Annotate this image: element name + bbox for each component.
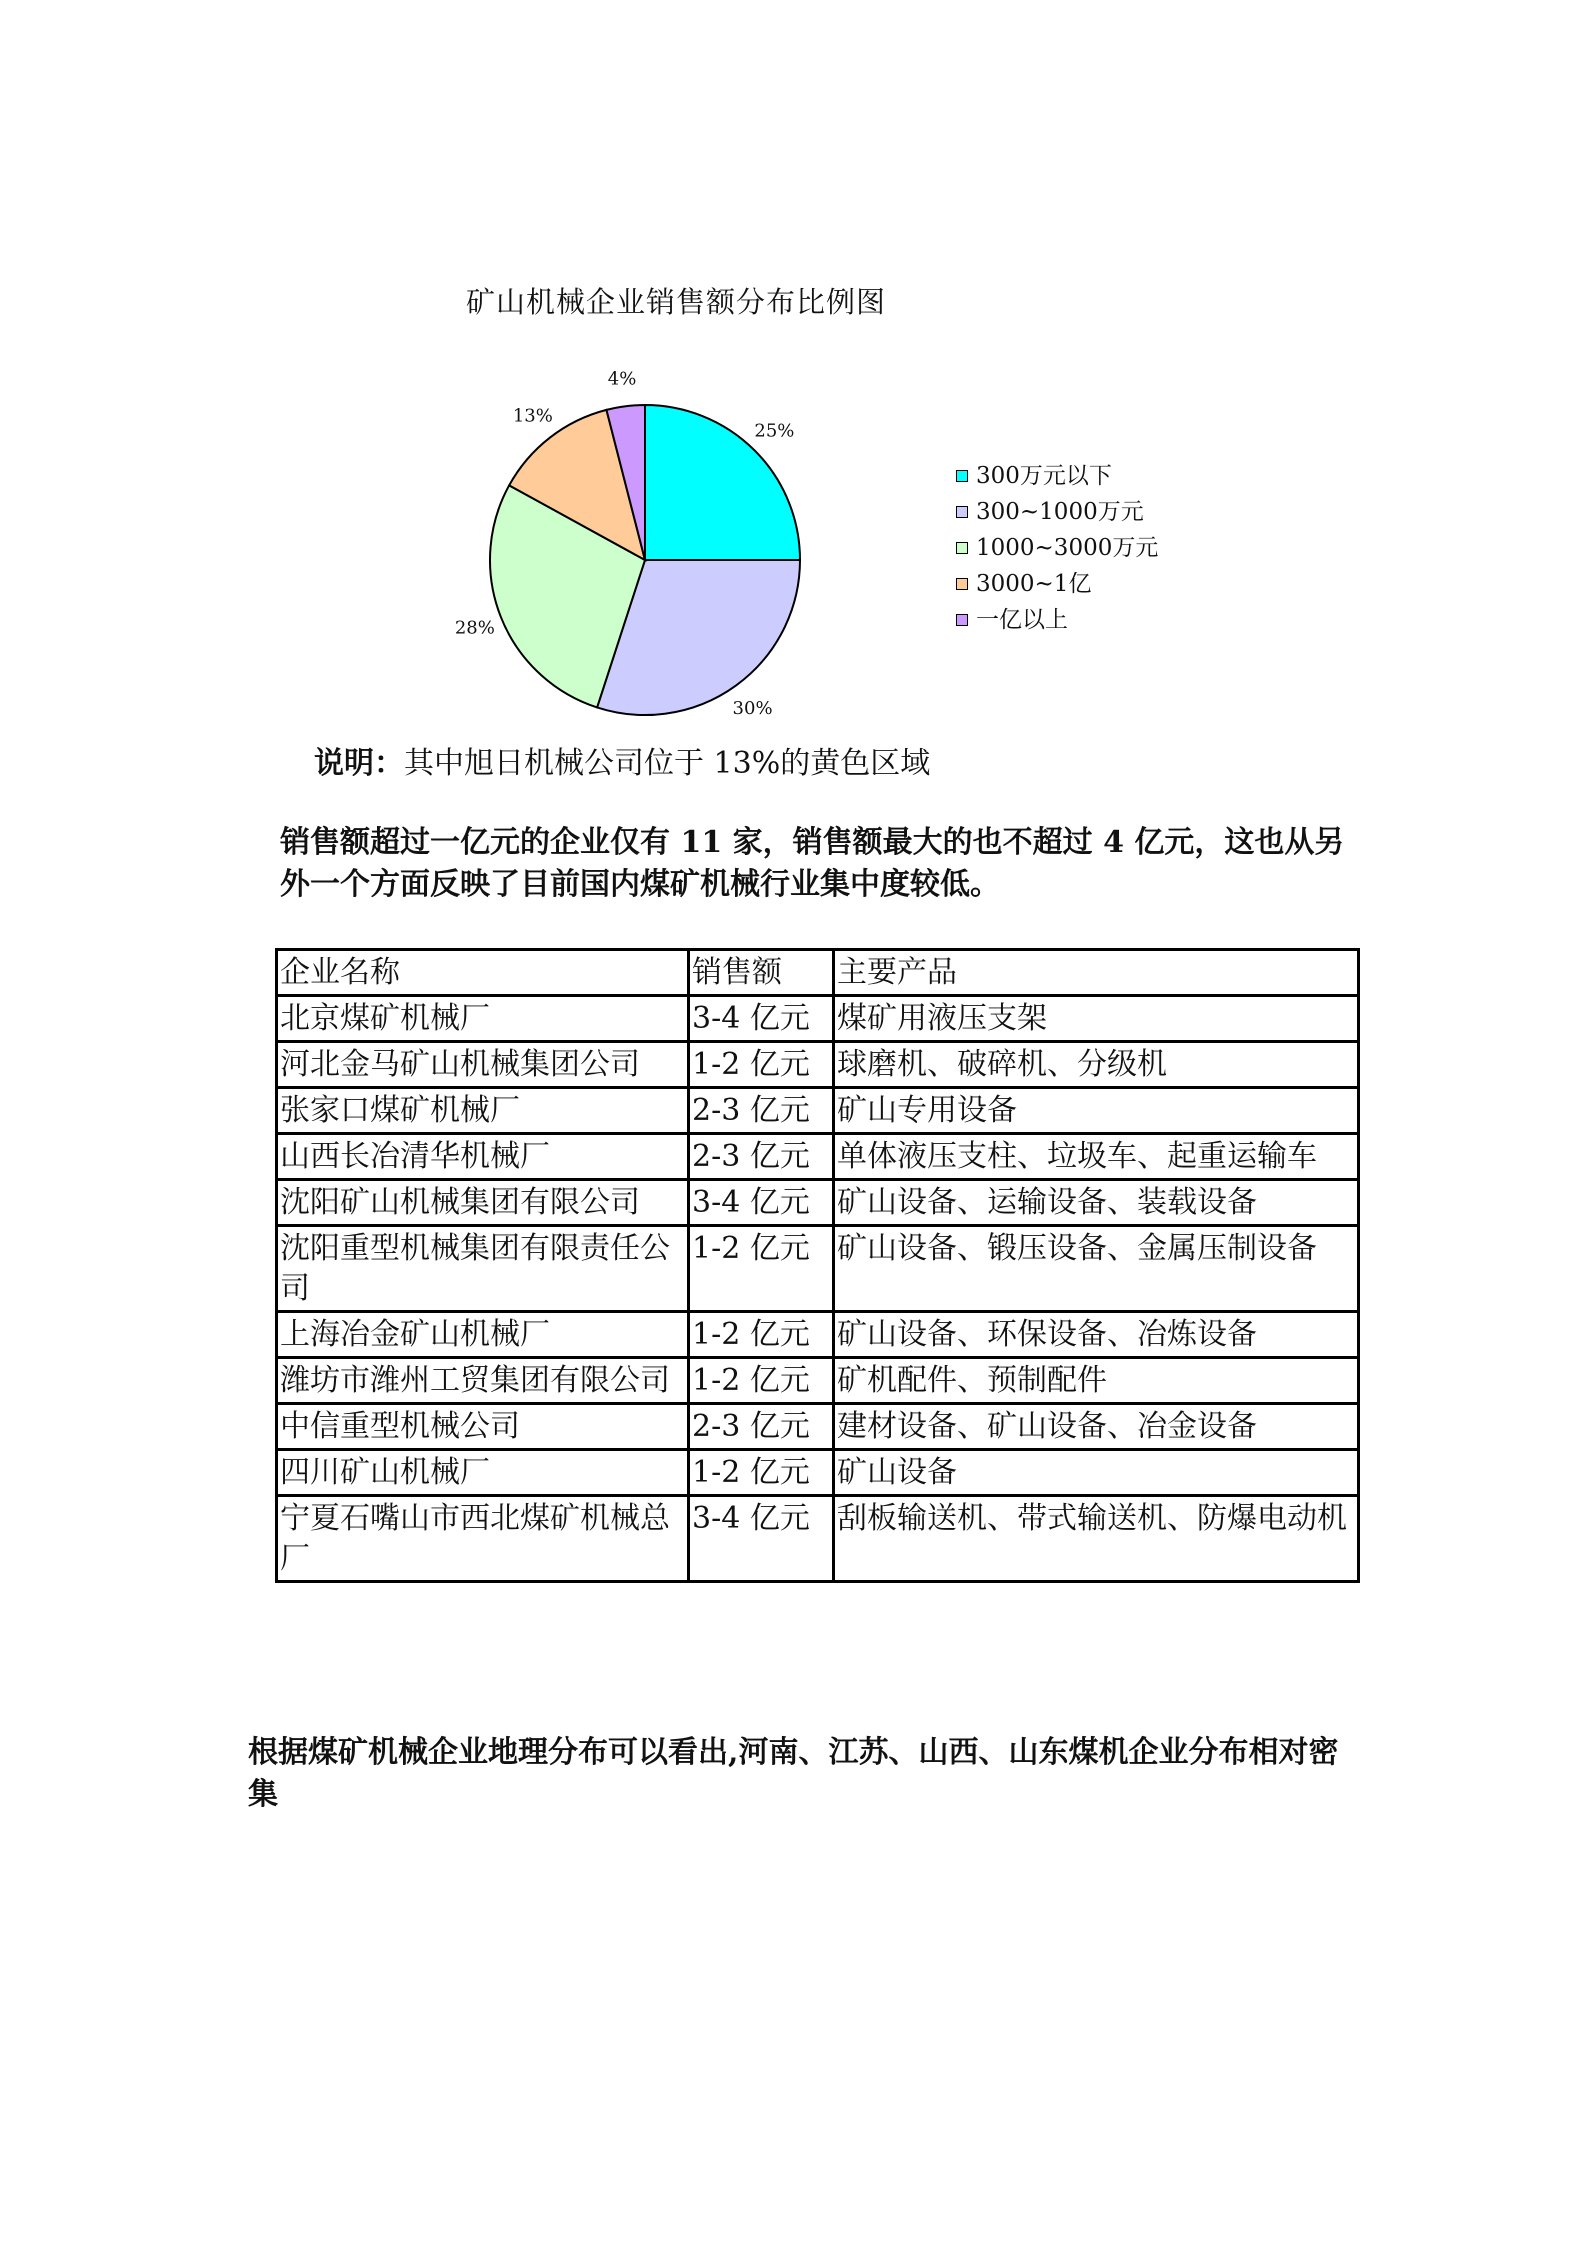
chart-legend [956,458,1158,638]
cell-company-name: 山西长冶清华机械厂 [277,1134,689,1180]
company-table [275,948,1360,1583]
legend-item [956,566,1158,602]
legend-swatch [956,542,968,554]
cell-products: 矿山设备 [834,1450,1359,1496]
table-row [277,1404,1359,1450]
table-row [277,996,1359,1042]
chart-note [314,738,930,782]
pie-value-label: 4% [607,370,637,390]
table-row [277,1088,1359,1134]
cell-products: 矿山专用设备 [834,1088,1359,1134]
legend-swatch [956,506,968,518]
cell-products: 矿机配件、预制配件 [834,1358,1359,1404]
table-row [277,1180,1359,1226]
cell-sales: 2-3 亿元 [689,1088,834,1134]
cell-company-name: 潍坊市潍州工贸集团有限公司 [277,1358,689,1404]
cell-sales: 3-4 亿元 [689,996,834,1042]
cell-company-name: 北京煤矿机械厂 [277,996,689,1042]
cell-company-name: 宁夏石嘴山市西北煤矿机械总厂 [277,1496,689,1582]
cell-products: 矿山设备、运输设备、装载设备 [834,1180,1359,1226]
table-row [277,1134,1359,1180]
chart-title: 矿山机械企业销售额分布比例图 [466,285,887,319]
table-row [277,1312,1359,1358]
legend-swatch [956,614,968,626]
cell-sales: 1-2 亿元 [689,1226,834,1312]
table-header-row [277,950,1359,996]
cell-sales: 2-3 亿元 [689,1404,834,1450]
cell-products: 球磨机、破碎机、分级机 [834,1042,1359,1088]
cell-sales: 3-4 亿元 [689,1180,834,1226]
table-row [277,1226,1359,1312]
legend-label: 300万元以下 [976,463,1112,489]
note-text: 其中旭日机械公司位于 13%的黄色区域 [404,746,931,781]
cell-sales: 1-2 亿元 [689,1312,834,1358]
table-row [277,1496,1359,1582]
table-row [277,1042,1359,1088]
pie-chart [440,370,880,740]
cell-products: 建材设备、矿山设备、冶金设备 [834,1404,1359,1450]
cell-sales: 3-4 亿元 [689,1496,834,1582]
legend-label: 3000~1亿 [976,571,1092,597]
header-company-name: 企业名称 [277,950,689,996]
pie-value-label: 28% [454,617,495,639]
pie-value-label: 25% [754,420,795,442]
cell-company-name: 中信重型机械公司 [277,1404,689,1450]
cell-company-name: 河北金马矿山机械集团公司 [277,1042,689,1088]
cell-products: 矿山设备、环保设备、冶炼设备 [834,1312,1359,1358]
geo-paragraph: 根据煤矿机械企业地理分布可以看出,河南、江苏、山西、山东煤机企业分布相对密集 [248,1735,1339,1812]
pie-value-label: 13% [512,405,553,427]
legend-item [956,494,1158,530]
cell-sales: 1-2 亿元 [689,1358,834,1404]
legend-label: 1000~3000万元 [976,535,1159,561]
cell-sales: 2-3 亿元 [689,1134,834,1180]
legend-item [956,530,1158,566]
legend-swatch [956,470,968,482]
cell-company-name: 沈阳重型机械集团有限责任公司 [277,1226,689,1312]
cell-sales: 1-2 亿元 [689,1042,834,1088]
cell-company-name: 四川矿山机械厂 [277,1450,689,1496]
summary-paragraph: 销售额超过一亿元的企业仅有 11 家，销售额最大的也不超过 4 亿元，这也从另外一个方面反映了目前国内煤矿机械行业集中度较低。 [280,825,1345,902]
cell-products: 煤矿用液压支架 [834,996,1359,1042]
cell-products: 矿山设备、锻压设备、金属压制设备 [834,1226,1359,1312]
cell-products: 单体液压支柱、垃圾车、起重运输车 [834,1134,1359,1180]
legend-item [956,458,1158,494]
table-row [277,1450,1359,1496]
legend-item [956,602,1158,638]
pie-value-label: 30% [732,698,773,720]
legend-swatch [956,578,968,590]
header-products: 主要产品 [834,950,1359,996]
legend-label: 一亿以上 [976,607,1068,633]
header-sales: 销售额 [689,950,834,996]
note-label: 说明： [314,746,404,781]
legend-label: 300~1000万元 [976,499,1144,525]
cell-company-name: 张家口煤矿机械厂 [277,1088,689,1134]
cell-company-name: 上海冶金矿山机械厂 [277,1312,689,1358]
table-row [277,1358,1359,1404]
cell-sales: 1-2 亿元 [689,1450,834,1496]
cell-products: 刮板输送机、带式输送机、防爆电动机 [834,1496,1359,1582]
cell-company-name: 沈阳矿山机械集团有限公司 [277,1180,689,1226]
